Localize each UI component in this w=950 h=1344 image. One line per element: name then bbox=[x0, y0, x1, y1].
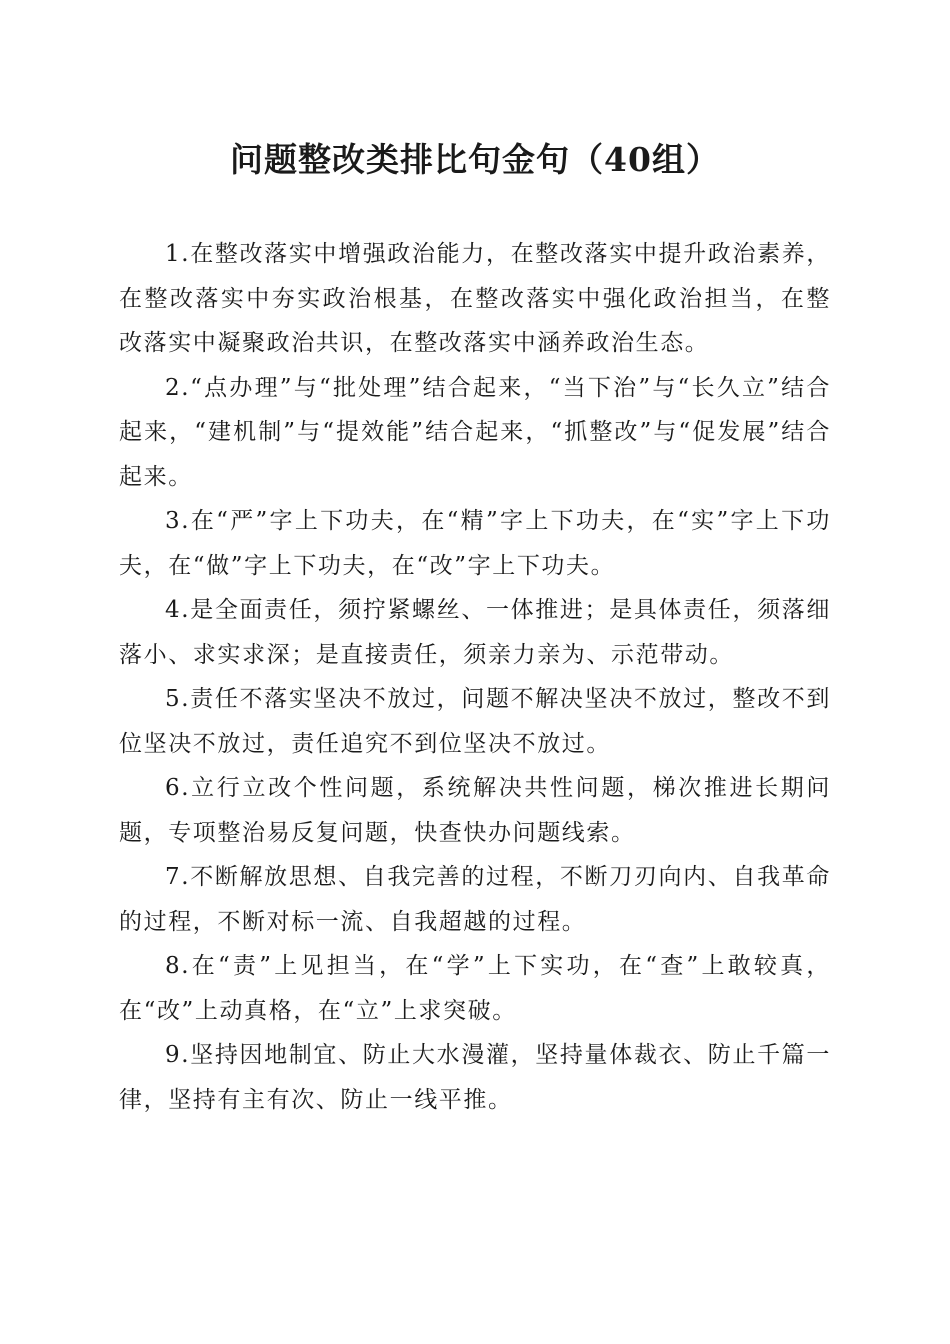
paragraph-2: 2.“点办理”与“批处理”结合起来，“当下治”与“长久立”结合起来，“建机制”与“提效能”结合起来，“抓整改”与“促发展”结合起来。 bbox=[119, 374, 831, 490]
paragraph-7: 7.不断解放思想、自我完善的过程，不断刀刃向内、自我革命的过程，不断对标一流、自我超越的过程。 bbox=[119, 864, 831, 935]
paragraph-6: 6.立行立改个性问题，系统解决共性问题，梯次推进长期问题，专项整治易反复问题，快查快办问题线索。 bbox=[119, 775, 831, 846]
paragraph-5: 5.责任不落实坚决不放过，问题不解决坚决不放过，整改不到位坚决不放过，责任追究不到位坚决不放过。 bbox=[119, 686, 831, 757]
document-title: 问题整改类排比句金句（40组） bbox=[230, 140, 720, 179]
paragraph-8: 8.在“责”上见担当，在“学”上下实功，在“查”上敢较真，在“改”上动真格，在“立”上求突破。 bbox=[119, 953, 831, 1024]
document-body bbox=[119, 232, 831, 1122]
paragraph-9: 9.坚持因地制宜、防止大水漫灌，坚持量体裁衣、防止千篇一律，坚持有主有次、防止一线平推。 bbox=[119, 1042, 831, 1113]
paragraph-4: 4.是全面责任，须拧紧螺丝、一体推进；是具体责任，须落细落小、求实求深；是直接责任，须亲力亲为、示范带动。 bbox=[119, 597, 831, 668]
paragraph-1: 1.在整改落实中增强政治能力，在整改落实中提升政治素养，在整改落实中夯实政治根基，在整改落实中强化政治担当，在整改落实中凝聚政治共识，在整改落实中涵养政治生态。 bbox=[119, 241, 831, 356]
paragraph-3: 3.在“严”字上下功夫，在“精”字上下功夫，在“实”字上下功夫，在“做”字上下功夫，在“改”字上下功夫。 bbox=[119, 508, 831, 579]
